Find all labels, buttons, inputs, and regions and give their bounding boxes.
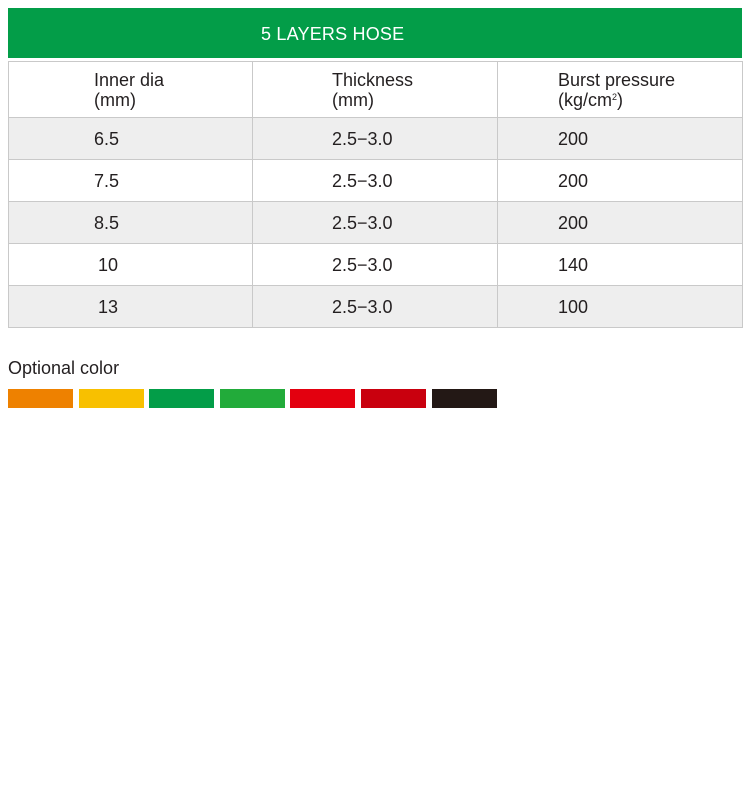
color-swatch-dark-red	[361, 389, 426, 408]
burst-pressure-cell: 200	[498, 202, 743, 244]
header-inner-dia: Inner dia (mm)	[9, 62, 253, 118]
table-row	[9, 160, 743, 202]
inner-dia-cell: 10	[9, 244, 253, 286]
optional-color-label: Optional color	[8, 358, 120, 378]
inner-dia-cell: 7.5	[9, 160, 253, 202]
thickness-cell: 2.5−3.0	[253, 244, 498, 286]
table-row	[9, 244, 743, 286]
thickness-cell: 2.5−3.0	[253, 160, 498, 202]
color-swatch-dark-green	[149, 389, 214, 408]
page-title: 5 LAYERS HOSE	[261, 24, 405, 44]
spec-table	[8, 61, 743, 328]
color-swatch-orange	[8, 389, 73, 408]
inner-dia-cell: 8.5	[9, 202, 253, 244]
table-header-row	[9, 62, 743, 118]
burst-pressure-cell: 200	[498, 118, 743, 160]
title-bar	[8, 8, 742, 58]
color-swatch-yellow	[79, 389, 144, 408]
color-swatch-red	[290, 389, 355, 408]
table-row	[9, 118, 743, 160]
burst-pressure-cell: 200	[498, 160, 743, 202]
table-row	[9, 202, 743, 244]
color-swatch-black	[432, 389, 497, 408]
color-swatch-green	[220, 389, 285, 408]
thickness-cell: 2.5−3.0	[253, 202, 498, 244]
thickness-cell: 2.5−3.0	[253, 286, 498, 328]
burst-pressure-cell: 140	[498, 244, 743, 286]
thickness-cell: 2.5−3.0	[253, 118, 498, 160]
burst-pressure-cell: 100	[498, 286, 743, 328]
inner-dia-cell: 13	[9, 286, 253, 328]
inner-dia-cell: 6.5	[9, 118, 253, 160]
header-burst-pressure: Burst pressure $(kg/cm^2)$	[498, 62, 743, 118]
table-row	[9, 286, 743, 328]
header-thickness: Thickness (mm)	[253, 62, 498, 118]
